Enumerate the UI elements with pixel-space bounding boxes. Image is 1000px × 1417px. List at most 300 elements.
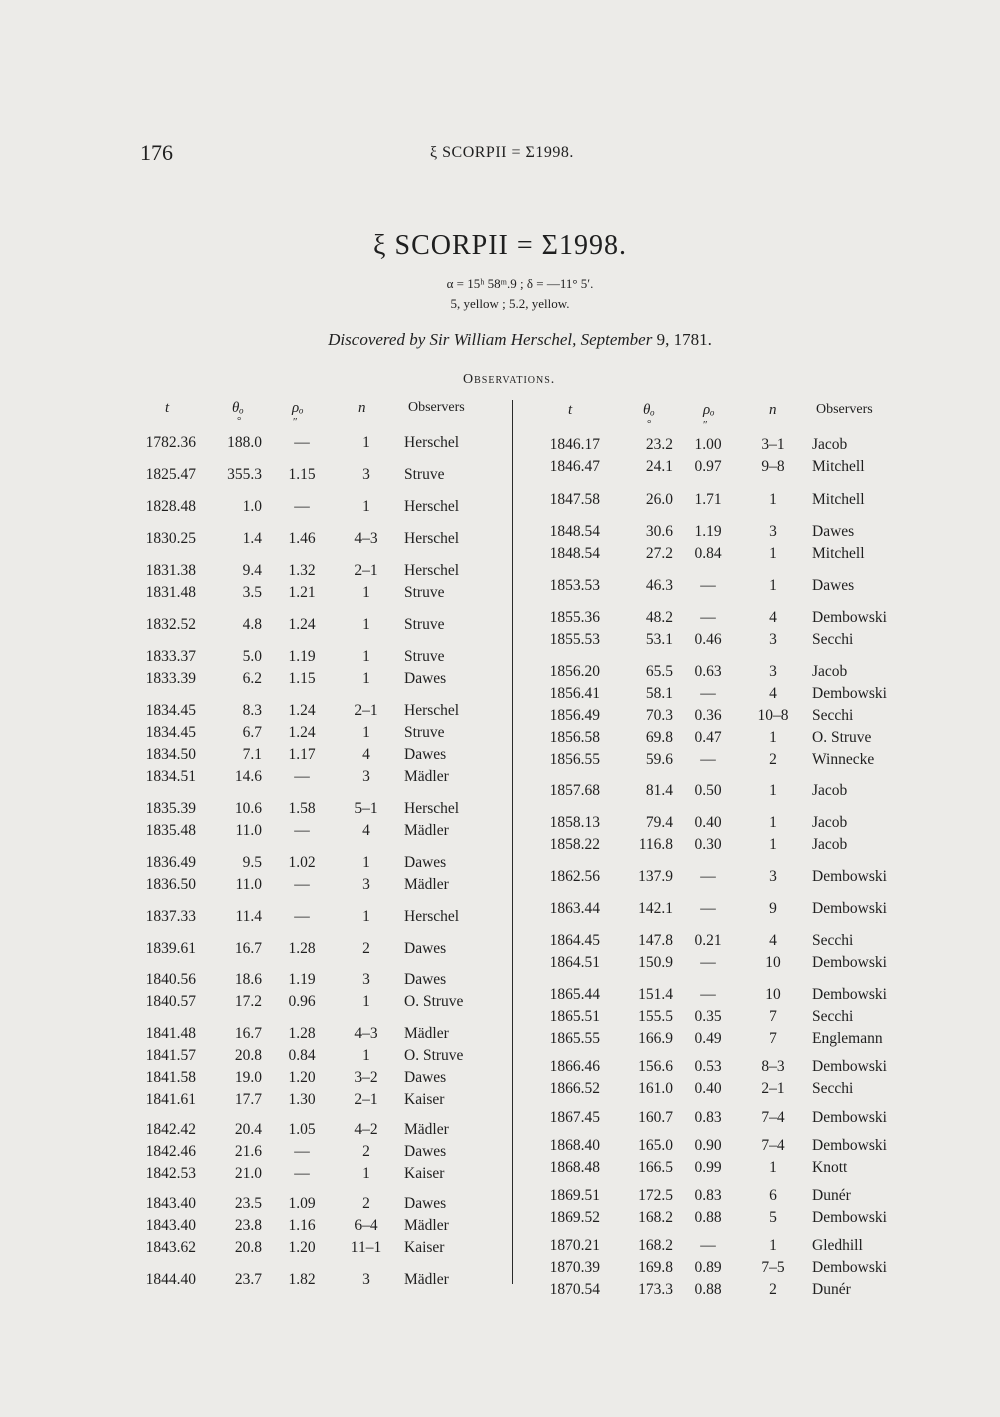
epoch-cell: 1856.55 (549, 751, 600, 768)
observer-cell: Mädler (404, 1025, 449, 1042)
epoch-cell: 1869.52 (549, 1209, 600, 1226)
nights-cell: 6–4 (354, 1217, 378, 1234)
header-observers-right: Observers (816, 402, 873, 417)
observer-cell: O. Struve (404, 993, 464, 1010)
table-row (0, 749, 1000, 771)
table-row (0, 780, 1000, 802)
discovery-date: 9, 1781. (656, 330, 712, 349)
table-row (0, 575, 1000, 597)
distance-cell: 0.30 (694, 836, 722, 853)
table-row (0, 898, 1000, 920)
observer-cell: Mädler (404, 1217, 449, 1234)
epoch-cell: 1869.51 (549, 1187, 600, 1204)
distance-cell: 1.00 (694, 436, 722, 453)
observer-cell: Dunér (812, 1281, 851, 1298)
nights-cell: 1 (362, 584, 370, 601)
nights-cell: 10 (765, 954, 781, 971)
observer-cell: Dembowski (812, 1109, 887, 1126)
distance-cell: 1.09 (288, 1195, 316, 1212)
table-row (0, 489, 1000, 511)
position-angle-cell: 81.4 (645, 782, 673, 799)
epoch-cell: 1834.45 (145, 702, 196, 719)
distance-cell: 1.24 (288, 702, 316, 719)
page-number: 176 (140, 140, 173, 165)
table-row (0, 1207, 1000, 1229)
position-angle-cell: 168.2 (638, 1237, 673, 1254)
epoch-cell: 1853.53 (549, 577, 600, 594)
distance-cell: 0.88 (694, 1209, 722, 1226)
distance-cell: 1.46 (288, 530, 316, 547)
distance-cell: 1.02 (288, 854, 316, 871)
epoch-cell: 1858.13 (549, 814, 600, 831)
epoch-cell: 1832.52 (145, 616, 196, 633)
position-angle-cell: 79.4 (645, 814, 673, 831)
table-row (0, 683, 1000, 705)
position-angle-cell: 10.6 (234, 800, 262, 817)
distance-cell: — (700, 751, 716, 768)
distance-cell: 0.49 (694, 1030, 722, 1047)
observer-cell: Dunér (812, 1187, 851, 1204)
epoch-cell: 1839.61 (145, 940, 196, 957)
nights-cell: 3 (769, 523, 777, 540)
position-angle-cell: 21.6 (234, 1143, 262, 1160)
nights-cell: 7 (769, 1030, 777, 1047)
distance-cell: 0.40 (694, 1080, 722, 1097)
epoch-cell: 1866.52 (549, 1080, 600, 1097)
header-observers-left: Observers (408, 400, 465, 415)
nights-cell: 1 (769, 836, 777, 853)
observer-cell: Struve (404, 466, 445, 483)
distance-cell: 1.71 (694, 491, 722, 508)
position-angle-cell: 23.7 (234, 1271, 262, 1288)
distance-cell: 0.35 (694, 1008, 722, 1025)
epoch-cell: 1782.36 (145, 434, 196, 451)
table-row (0, 1157, 1000, 1179)
table-row (0, 1056, 1000, 1078)
observer-cell: Herschel (404, 434, 460, 451)
observer-cell: Jacob (812, 436, 848, 453)
nights-cell: 1 (769, 814, 777, 831)
epoch-cell: 1833.37 (145, 648, 196, 665)
position-angle-cell: 142.1 (638, 900, 673, 917)
epoch-cell: 1847.58 (549, 491, 600, 508)
table-row (0, 866, 1000, 888)
position-angle-cell: 173.3 (638, 1281, 673, 1298)
observer-cell: Mitchell (812, 458, 865, 475)
epoch-cell: 1864.51 (549, 954, 600, 971)
table-row (0, 1257, 1000, 1279)
observer-cell: Dembowski (812, 609, 887, 626)
table-row (0, 812, 1000, 834)
nights-cell: 1 (769, 1159, 777, 1176)
epoch-cell: 1834.50 (145, 746, 196, 763)
distance-cell: 1.24 (288, 724, 316, 741)
epoch-cell: 1840.57 (145, 993, 196, 1010)
position-angle-cell: 21.0 (234, 1165, 262, 1182)
epoch-cell: 1841.57 (145, 1047, 196, 1064)
epoch-cell: 1862.56 (549, 868, 600, 885)
table-row (0, 521, 1000, 543)
distance-cell: 0.97 (694, 458, 722, 475)
position-angle-cell: 24.1 (645, 458, 673, 475)
header-theta-left: θₒ (232, 400, 244, 416)
star-magnitudes: 5, yellow ; 5.2, yellow. (450, 296, 570, 311)
epoch-cell: 1831.38 (145, 562, 196, 579)
nights-cell: 4 (362, 822, 370, 839)
distance-cell: 0.90 (694, 1137, 722, 1154)
epoch-cell: 1836.50 (145, 876, 196, 893)
epoch-cell: 1857.68 (549, 782, 600, 799)
epoch-cell: 1848.54 (549, 523, 600, 540)
epoch-cell: 1831.48 (145, 584, 196, 601)
nights-cell: 1 (362, 854, 370, 871)
observer-cell: Herschel (404, 800, 460, 817)
position-angle-cell: 20.8 (234, 1047, 262, 1064)
epoch-cell: 1867.45 (549, 1109, 600, 1126)
distance-cell: 1.17 (288, 746, 316, 763)
distance-cell: 0.50 (694, 782, 722, 799)
observer-cell: Kaiser (404, 1165, 445, 1182)
position-angle-cell: 4.8 (242, 616, 262, 633)
table-row (0, 1107, 1000, 1129)
nights-cell: 3 (769, 663, 777, 680)
nights-cell: 10–8 (757, 707, 789, 724)
distance-cell: 0.36 (694, 707, 722, 724)
distance-cell: — (700, 868, 716, 885)
observer-cell: Herschel (404, 702, 460, 719)
observer-cell: Herschel (404, 908, 460, 925)
epoch-cell: 1837.33 (145, 908, 196, 925)
distance-cell: 0.88 (694, 1281, 722, 1298)
epoch-cell: 1870.39 (549, 1259, 600, 1276)
unit-rho-left: ″ (293, 416, 298, 428)
header-rho-right: ρₒ (703, 402, 715, 418)
nights-cell: 2 (362, 940, 370, 957)
distance-cell: 0.53 (694, 1058, 722, 1075)
position-angle-cell: 11.0 (235, 876, 262, 893)
nights-cell: 2 (769, 751, 777, 768)
nights-cell: 1 (362, 434, 370, 451)
table-row (0, 834, 1000, 856)
nights-cell: 7 (769, 1008, 777, 1025)
position-angle-cell: 188.0 (227, 434, 262, 451)
nights-cell: 3–1 (761, 436, 785, 453)
distance-cell: — (294, 822, 310, 839)
position-angle-cell: 8.3 (242, 702, 262, 719)
distance-cell: 1.16 (288, 1217, 316, 1234)
nights-cell: 1 (769, 1237, 777, 1254)
nights-cell: 11–1 (350, 1239, 382, 1256)
observer-cell: Dawes (812, 577, 855, 594)
distance-cell: 1.24 (288, 616, 316, 633)
distance-cell: 1.05 (288, 1121, 316, 1138)
epoch-cell: 1842.53 (145, 1165, 196, 1182)
distance-cell: 1.58 (288, 800, 316, 817)
epoch-cell: 1842.42 (145, 1121, 196, 1138)
position-angle-cell: 18.6 (234, 971, 262, 988)
nights-cell: 3 (362, 971, 370, 988)
epoch-cell: 1848.54 (549, 545, 600, 562)
position-angle-cell: 137.9 (638, 868, 673, 885)
nights-cell: 1 (362, 498, 370, 515)
position-angle-cell: 161.0 (638, 1080, 673, 1097)
position-angle-cell: 166.5 (638, 1159, 673, 1176)
distance-cell: 1.20 (288, 1239, 316, 1256)
position-angle-cell: 16.7 (234, 940, 262, 957)
distance-cell: — (294, 876, 310, 893)
position-angle-cell: 11.0 (235, 822, 262, 839)
distance-cell: 1.19 (288, 971, 316, 988)
observer-cell: Jacob (812, 814, 848, 831)
nights-cell: 3 (769, 631, 777, 648)
distance-cell: — (294, 434, 310, 451)
observer-cell: Dawes (404, 1069, 447, 1086)
distance-cell: 0.89 (694, 1259, 722, 1276)
observer-cell: Mädler (404, 822, 449, 839)
position-angle-cell: 16.7 (234, 1025, 262, 1042)
nights-cell: 1 (769, 577, 777, 594)
observer-cell: Struve (404, 584, 445, 601)
epoch-cell: 1835.39 (145, 800, 196, 817)
observer-cell: Dembowski (812, 954, 887, 971)
distance-cell: — (700, 1237, 716, 1254)
distance-cell: — (294, 1143, 310, 1160)
epoch-cell: 1864.45 (549, 932, 600, 949)
observer-cell: Secchi (812, 1008, 854, 1025)
unit-theta-right: ° (647, 418, 652, 430)
nights-cell: 1 (362, 1047, 370, 1064)
nights-cell: 1 (362, 993, 370, 1010)
position-angle-cell: 166.9 (638, 1030, 673, 1047)
epoch-cell: 1843.62 (145, 1239, 196, 1256)
unit-theta-left: ° (237, 415, 242, 427)
position-angle-cell: 17.2 (234, 993, 262, 1010)
observer-cell: Secchi (812, 631, 854, 648)
observer-cell: Englemann (812, 1030, 883, 1047)
position-angle-cell: 30.6 (645, 523, 673, 540)
position-angle-cell: 355.3 (227, 466, 262, 483)
observer-cell: Dembowski (812, 1259, 887, 1276)
running-head: ξ SCORPII = Σ1998. (430, 144, 574, 161)
distance-cell: — (700, 685, 716, 702)
nights-cell: 3–2 (354, 1069, 378, 1086)
position-angle-cell: 70.3 (645, 707, 673, 724)
nights-cell: 2 (362, 1195, 370, 1212)
unit-rho-right: ″ (703, 419, 708, 431)
nights-cell: 1 (362, 648, 370, 665)
epoch-cell: 1856.49 (549, 707, 600, 724)
position-angle-cell: 116.8 (638, 836, 673, 853)
distance-cell: 1.15 (288, 466, 316, 483)
table-row (0, 727, 1000, 749)
epoch-cell: 1834.51 (145, 768, 196, 785)
epoch-cell: 1834.45 (145, 724, 196, 741)
nights-cell: 1 (769, 545, 777, 562)
observer-cell: Mädler (404, 876, 449, 893)
position-angle-cell: 155.5 (638, 1008, 673, 1025)
distance-cell: 0.83 (694, 1109, 722, 1126)
distance-cell: 0.83 (694, 1187, 722, 1204)
position-angle-cell: 27.2 (645, 545, 673, 562)
distance-cell: 0.84 (288, 1047, 316, 1064)
observer-cell: Dembowski (812, 1058, 887, 1075)
observer-cell: Dembowski (812, 1209, 887, 1226)
observer-cell: Herschel (404, 498, 460, 515)
position-angle-cell: 23.8 (234, 1217, 262, 1234)
epoch-cell: 1856.58 (549, 729, 600, 746)
observer-cell: Struve (404, 616, 445, 633)
epoch-cell: 1828.48 (145, 498, 196, 515)
observer-cell: Dembowski (812, 986, 887, 1003)
position-angle-cell: 5.0 (242, 648, 262, 665)
distance-cell: — (700, 900, 716, 917)
distance-cell: 1.19 (694, 523, 722, 540)
table-row (0, 1006, 1000, 1028)
header-t-left: t (165, 400, 170, 416)
epoch-cell: 1868.48 (549, 1159, 600, 1176)
distance-cell: 1.28 (288, 1025, 316, 1042)
table-row (0, 543, 1000, 565)
observer-cell: Mädler (404, 768, 449, 785)
observer-cell: Secchi (812, 932, 854, 949)
position-angle-cell: 48.2 (645, 609, 673, 626)
position-angle-cell: 59.6 (645, 751, 673, 768)
nights-cell: 2–1 (761, 1080, 785, 1097)
nights-cell: 3 (362, 466, 370, 483)
epoch-cell: 1870.21 (549, 1237, 600, 1254)
nights-cell: 8–3 (761, 1058, 785, 1075)
observer-cell: Secchi (812, 1080, 854, 1097)
epoch-cell: 1855.36 (549, 609, 600, 626)
nights-cell: 1 (362, 908, 370, 925)
position-angle-cell: 69.8 (645, 729, 673, 746)
position-angle-cell: 53.1 (645, 631, 673, 648)
distance-cell: 1.30 (288, 1091, 316, 1108)
table-row (0, 930, 1000, 952)
epoch-cell: 1842.46 (145, 1143, 196, 1160)
observer-cell: Kaiser (404, 1239, 445, 1256)
nights-cell: 1 (769, 729, 777, 746)
epoch-cell: 1833.39 (145, 670, 196, 687)
epoch-cell: 1866.46 (549, 1058, 600, 1075)
table-row (0, 661, 1000, 683)
distance-cell: — (700, 986, 716, 1003)
observer-cell: Knott (812, 1159, 848, 1176)
header-theta-right: θₒ (643, 402, 655, 418)
nights-cell: 4–2 (354, 1121, 378, 1138)
position-angle-cell: 9.4 (242, 562, 262, 579)
distance-cell: 1.21 (288, 584, 316, 601)
position-angle-cell: 46.3 (645, 577, 673, 594)
nights-cell: 7–4 (761, 1137, 785, 1154)
distance-cell: 0.84 (694, 545, 722, 562)
epoch-cell: 1840.56 (145, 971, 196, 988)
epoch-cell: 1835.48 (145, 822, 196, 839)
observer-cell: Kaiser (404, 1091, 445, 1108)
observer-cell: Struve (404, 648, 445, 665)
observer-cell: O. Struve (812, 729, 872, 746)
observer-cell: Mitchell (812, 545, 865, 562)
distance-cell: — (294, 1165, 310, 1182)
position-angle-cell: 1.0 (242, 498, 262, 515)
header-t-right: t (568, 402, 573, 418)
nights-cell: 4 (362, 746, 370, 763)
nights-cell: 4 (769, 932, 777, 949)
position-angle-cell: 151.4 (638, 986, 673, 1003)
observer-cell: Struve (404, 724, 445, 741)
observer-cell: Dawes (404, 746, 447, 763)
epoch-cell: 1865.44 (549, 986, 600, 1003)
position-angle-cell: 7.1 (242, 746, 262, 763)
observer-cell: Dawes (404, 940, 447, 957)
header-n-left: n (358, 400, 366, 416)
nights-cell: 4 (769, 685, 777, 702)
epoch-cell: 1843.40 (145, 1195, 196, 1212)
nights-cell: 3 (769, 868, 777, 885)
nights-cell: 3 (362, 1271, 370, 1288)
observer-cell: Dembowski (812, 868, 887, 885)
observer-cell: Dembowski (812, 685, 887, 702)
table-row (0, 1078, 1000, 1100)
position-angle-cell: 147.8 (638, 932, 673, 949)
table-row (0, 607, 1000, 629)
discovery-text: Discovered by Sir William Herschel, September (328, 330, 653, 349)
distance-cell: 1.19 (288, 648, 316, 665)
table-row (0, 434, 1000, 456)
epoch-cell: 1865.55 (549, 1030, 600, 1047)
distance-cell: 0.21 (694, 932, 722, 949)
distance-cell: 0.63 (694, 663, 722, 680)
position-angle-cell: 20.4 (234, 1121, 262, 1138)
epoch-cell: 1841.48 (145, 1025, 196, 1042)
nights-cell: 3 (362, 768, 370, 785)
nights-cell: 7–4 (761, 1109, 785, 1126)
distance-cell: — (700, 954, 716, 971)
nights-cell: 10 (765, 986, 781, 1003)
position-angle-cell: 20.8 (234, 1239, 262, 1256)
epoch-cell: 1865.51 (549, 1008, 600, 1025)
position-angle-cell: 14.6 (234, 768, 262, 785)
observer-cell: Secchi (812, 707, 854, 724)
distance-cell: 1.82 (288, 1271, 316, 1288)
distance-cell: — (294, 908, 310, 925)
position-angle-cell: 160.7 (638, 1109, 673, 1126)
epoch-cell: 1870.54 (549, 1281, 600, 1298)
epoch-cell: 1844.40 (145, 1271, 196, 1288)
nights-cell: 4 (769, 609, 777, 626)
epoch-cell: 1855.53 (549, 631, 600, 648)
distance-cell: 0.99 (694, 1159, 722, 1176)
observer-cell: Mädler (404, 1271, 449, 1288)
position-angle-cell: 9.5 (242, 854, 262, 871)
position-angle-cell: 58.1 (645, 685, 673, 702)
nights-cell: 2–1 (354, 562, 378, 579)
table-row (0, 952, 1000, 974)
epoch-cell: 1846.47 (549, 458, 600, 475)
epoch-cell: 1843.40 (145, 1217, 196, 1234)
epoch-cell: 1841.61 (145, 1091, 196, 1108)
nights-cell: 7–5 (761, 1259, 785, 1276)
position-angle-cell: 1.4 (242, 530, 262, 547)
position-angle-cell: 165.0 (638, 1137, 673, 1154)
position-angle-cell: 150.9 (638, 954, 673, 971)
epoch-cell: 1846.17 (549, 436, 600, 453)
nights-cell: 1 (769, 491, 777, 508)
nights-cell: 1 (769, 782, 777, 799)
observer-cell: Dawes (404, 854, 447, 871)
table-row (0, 629, 1000, 651)
nights-cell: 5 (769, 1209, 777, 1226)
